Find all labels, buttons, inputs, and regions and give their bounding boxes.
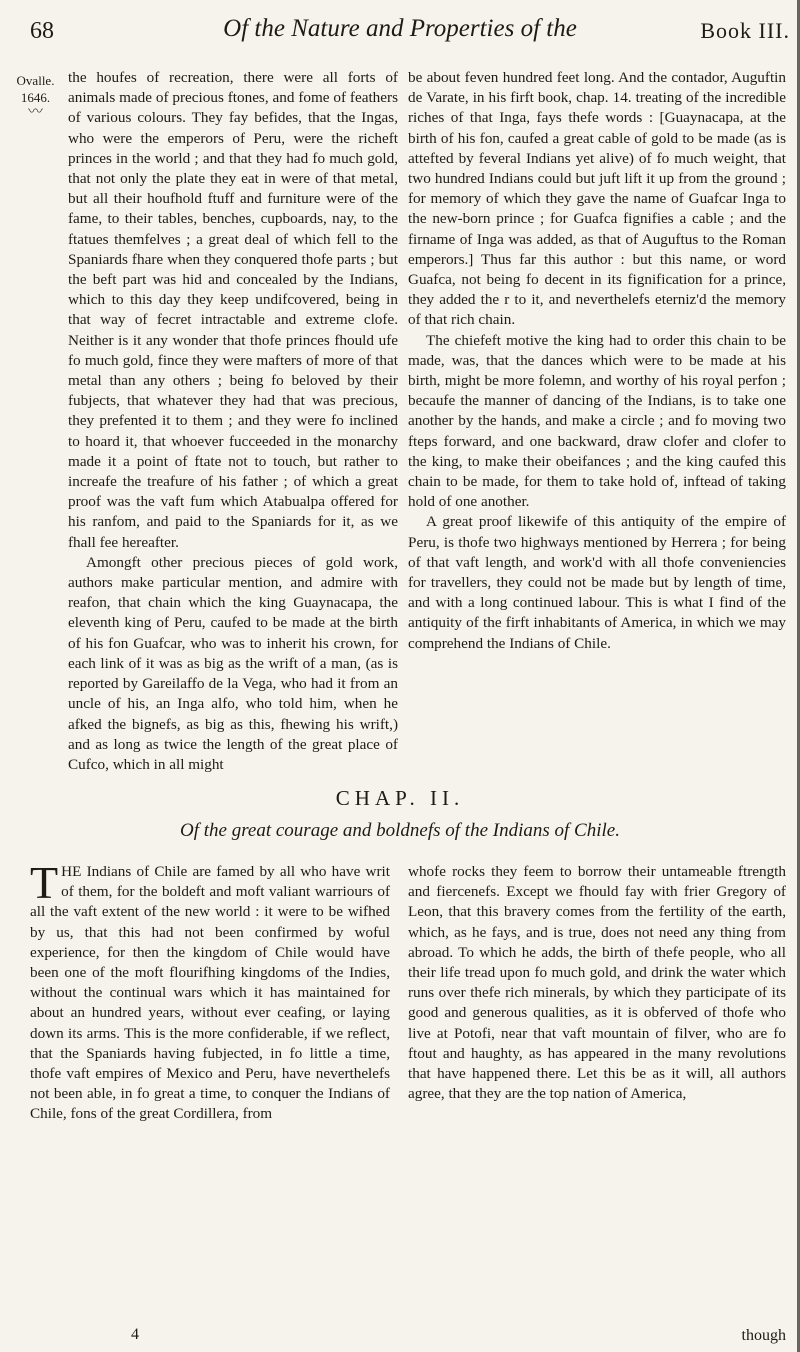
- paragraph: the houfes of recreation, there were all forts of animals made of precious ftones, and fome of feathers of various colours. They fay befides, that the Ingas, who were the emperors of Peru, were the richeft princes in the world ; and that they had fo much gold, that not only the plate they eat in were of that metal, but all their houfhold ftuff and furniture were of the fame, to their tables, benches, cupboards, nay, to the ftatues themfelves ; a great deal of which fell to the Spaniards fhare when they conquered thofe parts ; but the beft part was hid and concealed by the Indians, which to this day they keep undifcovered, being in that way of fecret intractable and extreme clofe. Neither is it any wonder that thofe princes fhould ufe fo much gold, fince they were mafters of more of that metal than any others ; being fo beloved by their fubjects, that whatever they had that was precious, they prefented it to them ; and they were fo inclined to hoard it, that whoever fucceeded in the monarchy made it a point of ftate not to touch, but rather to increafe the treafure of his father ; of which a great proof was the vaft fum which Atabualpa offered for his ranfom, and paid to the Spaniards for it, as we fhall fee hereafter.: [68, 69, 398, 551]
- signature-mark: 4: [131, 1326, 139, 1343]
- text-column-right: [408, 68, 786, 654]
- running-title: Of the Nature and Properties of the: [223, 15, 577, 42]
- margin-year: 1646.: [20, 90, 51, 105]
- page-number: 68: [30, 18, 54, 44]
- chapter-text-column-left: [30, 857, 390, 1125]
- paragraph: be about feven hundred feet long. And the contador, Auguftin de Varate, in his firft book, chap. 14. treating of the incredible riches of that Inga, fays thefe words : [Guaynacapa, at the birth of his fon, caufed a great cable of gold to be made (as is attefted by feveral Indians yet alive) of fo much weight, that two hundred Indians could but juft lift it up from the ground ; for memory of which they gave the name of Guafcar Inga to the new-born prince ; for Guafca fignifies a cable ; and the firname of Inga was added, as that of Auguftus to the Roman emperors.] Thus far this author : but this name, or word Guafca, not being fo decent in its fignification for a prince, they added the r to it, and neverthelefs eterniz'd the memory of that rich chain.: [408, 69, 786, 329]
- paragraph: A great proof likewife of this antiquity of the empire of Peru, is thofe two highways mentioned by Herrera ; for being of that vaft length, and work'd with all thofe conveniencies for travellers, they could not be made but by length of time, and with a long continued labour. This is what I find of the antiquity of the firft inhabitants of America, in which we may comprehend the Indians of Chile.: [408, 513, 786, 652]
- paragraph: Amongft other precious pieces of gold work, authors make particular mention, and admire with reafon, that chain which the king Guaynacapa, the eleventh king of Peru, caufed to be made at the birth of his fon Guafcar, who was to inherit his crown, for each link of it was as big as the wrift of a man, (as is reported by Gareilaffo de la Vega, who had it from an uncle of his, an Inga alfo, who told him, when he afked the bignefs, as big as this, fhewing his wrift,) and as long as twice the length of the great place of Cufco, which in all might: [68, 553, 398, 773]
- paragraph: whofe rocks they feem to borrow their untameable ftrength and fiercenefs. Except we fhould fay with frier Gregory of Leon, that this bravery comes from the fertility of the earth, which, as he fays, and is true, does not need any thing from abroad. To which he adds, the birth of thefe people, who all their life tread upon fo much gold, and drink the water which runs over thefe rich minerals, by which they participate of its good and generous qualities, as it is obferved of thofe who live at Potofi, near that vaft mountain of filver, who are fo ftout and haughty, as has appeared in the many revolutions that have happened there. Let this be as it will, all authors agree, that they are the top nation of America,: [408, 863, 786, 1103]
- chapter-heading: CHAP. II.: [335, 786, 465, 810]
- margin-ornament: 〰: [27, 104, 43, 120]
- text-column-left: [68, 68, 398, 775]
- paragraph-text: HE Indians of Chile are famed by all who have writ of them, for the boldeft and moft valiant warriours of all the vaft extent of the new world : it were to be wifhed by us, that this had not been confirmed by woful experience, for then the kingdom of Chile would have been one of the moft flourifhing kingdoms of the Indies, without the continual wars which it has maintained for about an hundred years, without ever ceafing, or laying down its arms. This is the more confiderable, if we reflect, that the Spaniards having fubjected, in fo little a time, thofe vaft empires of Mexico and Peru, have neverthelefs not been able, in fo great a time, to conquer the Indians of Chile, fons of the great Cordillera, from: [30, 863, 390, 1123]
- paragraph: The chiefeft motive the king had to order this chain to be made, was, that the dances which were to be made at his birth, might be more folemn, and worthy of his royal perfon ; becaufe the manner of dancing of the Indians, is to take one another by the hands, and make a circle ; and fo moving two fteps forward, and one backward, draw clofer and clofer to the king, to make their obeifances ; and the king caufed this chain to be made, for them to take hold of, inftead of taking hold of one another.: [408, 331, 786, 511]
- margin-author: Ovalle.: [16, 73, 55, 88]
- paragraph: [30, 857, 390, 1125]
- margin-note: [8, 72, 63, 118]
- drop-cap: T: [30, 857, 59, 908]
- chapter-text-column-right: [408, 862, 786, 1104]
- catchword: though: [741, 1327, 786, 1344]
- book-label: Book III.: [700, 18, 790, 43]
- chapter-subtitle: Of the great courage and boldnefs of the Indians of Chile.: [180, 820, 620, 841]
